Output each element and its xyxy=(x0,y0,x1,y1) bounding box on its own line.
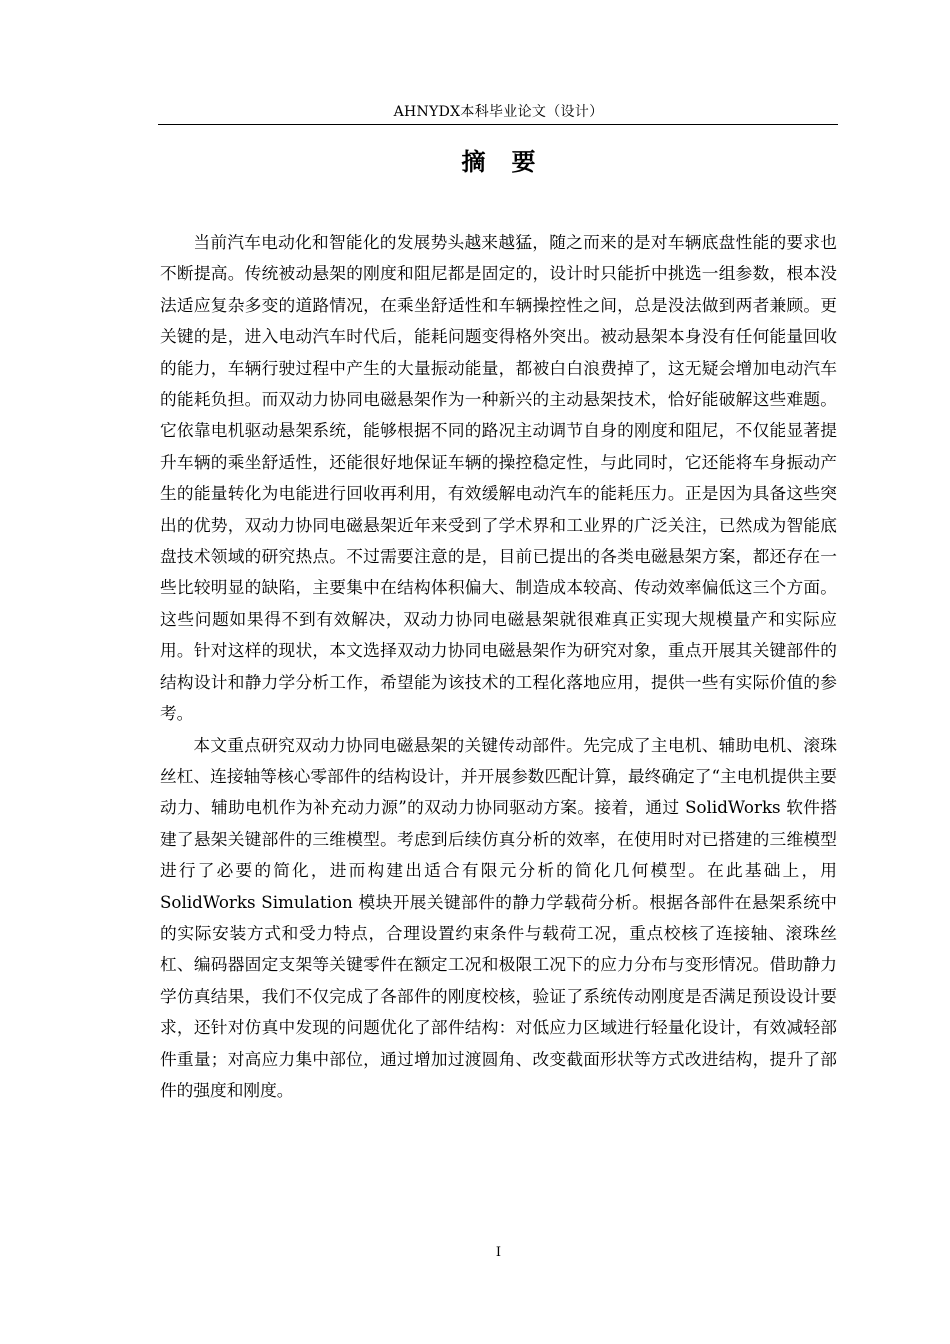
abstract-paragraph-1: 当前汽车电动化和智能化的发展势头越来越猛，随之而来的是对车辆底盘性能的要求也不断提高。传统被动悬架的刚度和阻尼都是固定的，设计时只能折中挑选一组参数，根本没法适应复杂多变的道路情况，在乘坐舒适性和车辆操控性之间，总是没法做到两者兼顾。更关键的是，进入电动汽车时代后，能耗问题变得格外突出。被动悬架本身没有任何能量回收的能力，车辆行驶过程中产生的大量振动能量，都被白白浪费掉了，这无疑会增加电动汽车的能耗负担。而双动力协同电磁悬架作为一种新兴的主动悬架技术，恰好能破解这些难题。它依靠电机驱动悬架系统，能够根据不同的路况主动调节自身的刚度和阻尼，不仅能显著提升车辆的乘坐舒适性，还能很好地保证车辆的操控稳定性，与此同时，它还能将车身振动产生的能量转化为电能进行回收再利用，有效缓解电动汽车的能耗压力。正是因为具备这些突出的优势，双动力协同电磁悬架近年来受到了学术界和工业界的广泛关注，已然成为智能底盘技术领域的研究热点。不过需要注意的是，目前已提出的各类电磁悬架方案，都还存在一些比较明显的缺陷，主要集中在结构体积偏大、制造成本较高、传动效率偏低这三个方面。这些问题如果得不到有效解决，双动力协同电磁悬架就很难真正实现大规模量产和实际应用。针对这样的现状，本文选择双动力协同电磁悬架作为研究对象，重点开展其关键部件的结构设计和静力学分析工作，希望能为该技术的工程化落地应用，提供一些有实际价值的参考。 xyxy=(160,232,837,724)
page-title: 摘要 xyxy=(461,147,562,176)
running-header: AHNYDX本科毕业论文（设计） xyxy=(393,104,604,120)
abstract-paragraph-2: 本文重点研究双动力协同电磁悬架的关键传动部件。先完成了主电机、辅助电机、滚珠丝杠、连接轴等核心零部件的结构设计，并开展参数匹配计算，最终确定了“主电机提供主要动力、辅助电机作为补充动力源”的双动力协同驱动方案。接着，通过 SolidWorks 软件搭建了悬架关键部件的三维模型。考虑到后续仿真分析的效率，在使用时对已搭建的三维模型进行了必要的简化，进而构建出适合有限元分析的简化几何模型。在此基础上，用 SolidWorks Simulation 模块开展关键部件的静力学载荷分析。根据各部件在悬架系统中的实际安装方式和受力特点，合理设置约束条件与载荷工况，重点校核了连接轴、滚珠丝杠、编码器固定支架等关键零件在额定工况和极限工况下的应力分布与变形情况。借助静力学仿真结果，我们不仅完成了各部件的刚度校核，验证了系统传动刚度是否满足预设设计要求，还针对仿真中发现的问题优化了部件结构：对低应力区域进行轻量化设计，有效减轻部件重量；对高应力集中部位，通过增加过渡圆角、改变截面形状等方式改进结构，提升了部件的强度和刚度。 xyxy=(160,734,837,1100)
page-number: I xyxy=(495,1245,502,1260)
abstract-body xyxy=(160,227,837,1106)
header-rule xyxy=(158,124,838,125)
